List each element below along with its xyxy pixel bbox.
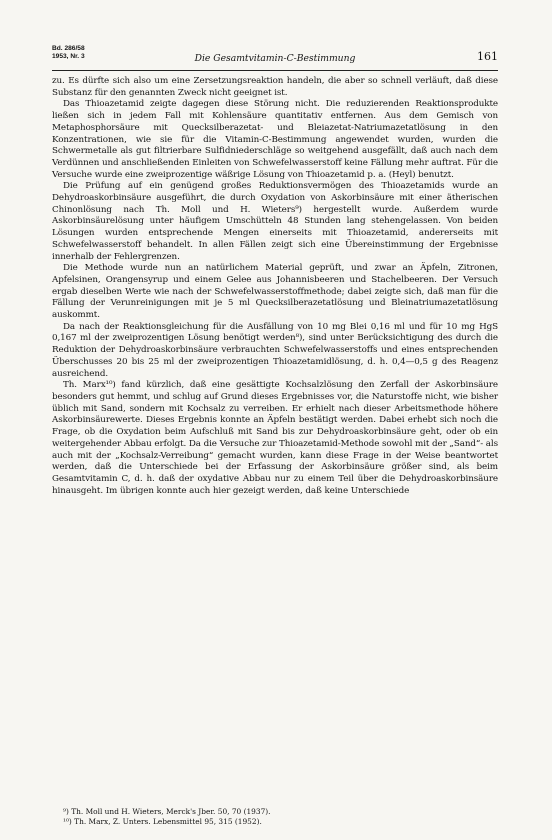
body-text bbox=[52, 76, 498, 497]
header-rule bbox=[52, 70, 498, 71]
footnotes bbox=[52, 807, 498, 827]
paragraph-6: Th. Marx¹⁰) fand kürzlich, daß eine gesättigte Kochsalzlösung den Zerfall der Askorbinsäure besonders gut hemmt, und schlug auf Grund dieses Ergebnisses vor, die Naturstoffe nicht, wie bisher üblich mit Sand, sondern mit Kochsalz zu verreiben. Er erhielt nach dieser Arbeitsmethode höhere Askorbinsäurewerte. Dieses Ergebnis konnte an Äpfeln bestätigt werden. Dabei erhebt sich noch die Frage, ob die Oxydation beim Aufschluß mit Sand bis zur Dehydroaskorbinsäure geht, oder ob ein weitergehender Abbau erfolgt. Da die Versuche zur Thioazetamid-Methode sowohl mit der „Sand“- als auch mit der „Kochsalz-Verreibung“ gemacht wurden, kann diese Frage in der Weise beantwortet werden, daß die Unterschiede bei der Erfassung der Askorbinsäure größer sind, als beim Gesamtvitamin C, d. h. daß der oxydative Abbau nur zu einem Teil über die Dehydroaskorbinsäure hinausgeht. Im übrigen konnte auch hier gezeigt werden, daß keine Unterschiede bbox=[52, 380, 498, 496]
year-issue-label: 1953, Nr. 3 bbox=[52, 53, 85, 60]
paragraph-1: zu. Es dürfte sich also um eine Zersetzungsreaktion handeln, die aber so schnell verläuft, daß diese Substanz für den genannten Zweck nicht geeignet ist. bbox=[52, 76, 498, 98]
paragraph-4: Die Methode wurde nun an natürlichem Material geprüft, und zwar an Äpfeln, Zitronen, Apfelsinen, Orangensyrup und einem Gelee aus Johannisbeeren und Stachelbeeren. Der Versuch ergab dieselben Werte wie nach der Schwefelwasserstoffmethode; dabei zeigte sich, daß man für die Fällung der Verunreinigungen mit je 5 ml Quecksilberazetatlösung und Bleinatriumazetatlösung auskommt. bbox=[52, 263, 498, 321]
volume-label: Bd. 286/58 bbox=[52, 45, 85, 52]
page-header bbox=[52, 44, 498, 70]
paragraph-3: Die Prüfung auf ein genügend großes Reduktionsvermögen des Thioazetamids wurde an Dehydroaskorbinsäure ausgeführt, die durch Oxydation von Askorbinsäure mit einer ätherischen Chinonlösung nach Th. Moll und H. Wieters⁹) hergestellt wurde. Außerdem wurde Askorbinsäurelösung unter häufigem Umschütteln 48 Stunden lang stehengelassen. Von beiden Lösungen wurden entsprechende Mengen einerseits mit Thioazetamid, andererseits mit Schwefelwasserstoff behandelt. In allen Fällen zeigt sich eine Übereinstimmung der Ergebnisse innerhalb der Fehlergrenzen. bbox=[52, 181, 498, 262]
paragraph-5: Da nach der Reaktionsgleichung für die Ausfällung von 10 mg Blei 0,16 ml und für 10 mg HgS 0,167 ml der zweiprozentigen Lösung benötigt werden⁸), sind unter Berücksichtigung des durch die Reduktion der Dehydroaskorbinsäure verbrauchten Schwefelwasserstoffs und eines entsprechenden Überschusses 20 bis 25 ml der zweiprozentigen Thioazetamidlösung, d. h. 0,4—0,5 g des Reagenz ausreichend. bbox=[52, 321, 498, 379]
page-number: 161 bbox=[477, 50, 498, 63]
paragraph-2: Das Thioazetamid zeigte dagegen diese Störung nicht. Die reduzierenden Reaktionsprodukte ließen sich in jedem Fall mit Kohlensäure quantitativ entfernen. Aus dem Gemisch von Metaphosphorsäure mit Quecksilberazetat- und Bleiazetat-Natriumazetatlösung in den Konzentrationen, wie sie für die Vitamin-C-Bestimmung angewendet wurden, wurden die Schwermetalle als gut filtrierbare Sulfidniederschläge so weitgehend ausgefällt, daß auch nach dem Verdünnen und anschließenden Einleiten von Schwefelwasserstoff keine Fällung mehr auftrat. Für die Versuche wurde eine zweiprozentige wäßrige Lösung von Thioazetamid p. a. (Heyl) benutzt. bbox=[52, 99, 498, 180]
running-title: Die Gesamtvitamin-C-Bestimmung bbox=[194, 53, 356, 64]
footnote-10: ¹⁰) Th. Marx, Z. Unters. Lebensmittel 95, 315 (1952). bbox=[63, 817, 262, 826]
footnote-9: ⁹) Th. Moll und H. Wieters, Merck's Jber. 50, 70 (1937). bbox=[63, 807, 271, 816]
